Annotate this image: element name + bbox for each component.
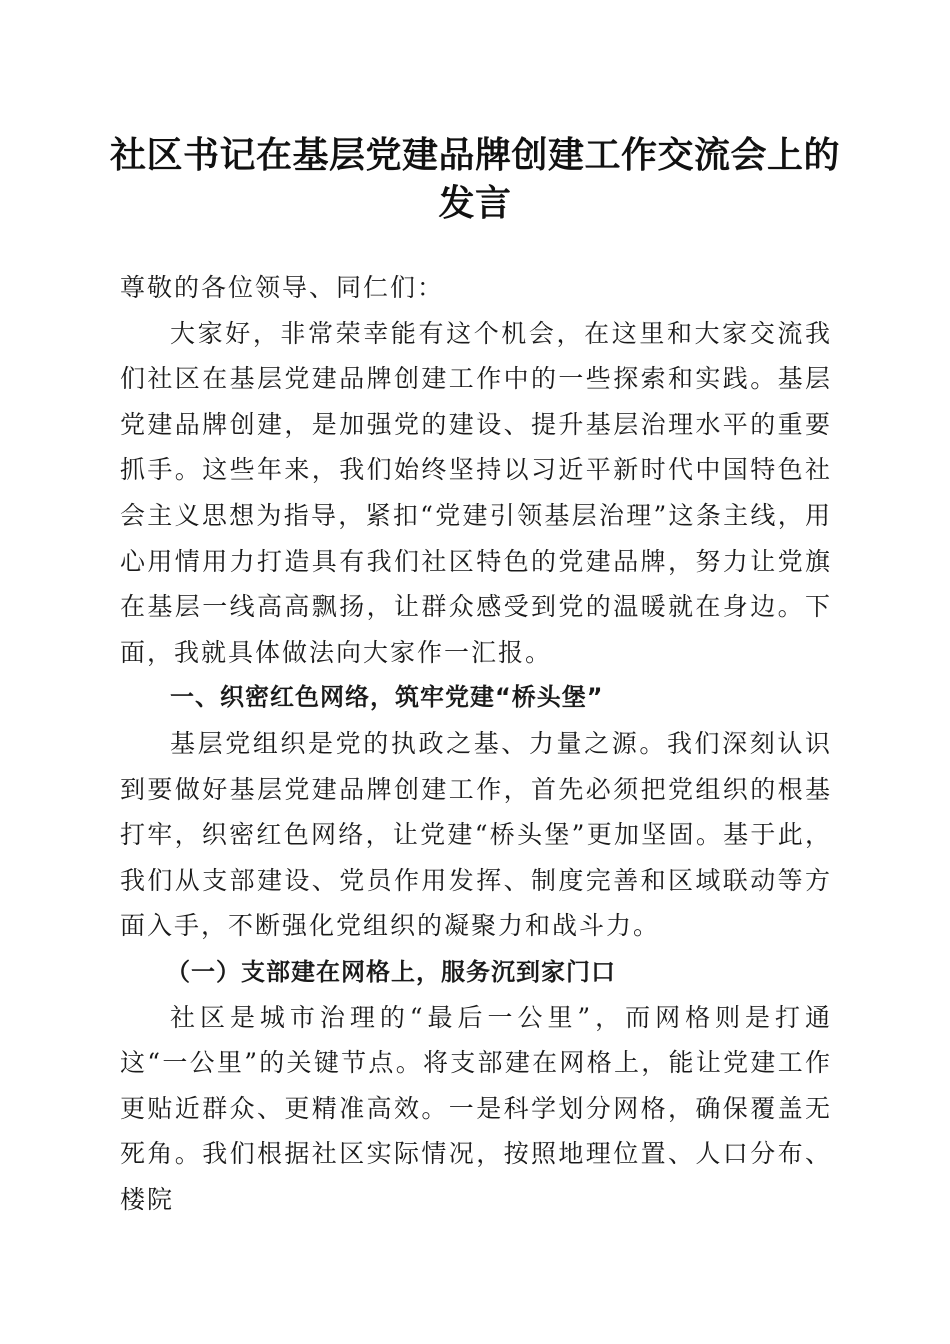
- intro-paragraph: 大家好，非常荣幸能有这个机会，在这里和大家交流我们社区在基层党建品牌创建工作中的一些探索和实践。基层党建品牌创建，是加强党的建设、提升基层治理水平的重要抓手。这些年来，我们始终坚持以习近平新时代中国特色社会主义思想为指导，紧扣“党建引领基层治理”这条主线，用心用情用力打造具有我们社区特色的党建品牌，努力让党旗在基层一线高高飘扬，让群众感受到党的温暖就在身边。下面，我就具体做法向大家作一汇报。: [120, 318, 832, 667]
- subsection-heading-1: （一）支部建在网格上，服务沉到家门口: [166, 956, 616, 986]
- document-body: [120, 265, 832, 1222]
- section-heading-1: 一、织密红色网络，筑牢党建“桥头堡”: [170, 683, 604, 712]
- salutation: 尊敬的各位领导、同仁们：: [120, 273, 445, 302]
- section-1-paragraph: 基层党组织是党的执政之基、力量之源。我们深刻认识到要做好基层党建品牌创建工作，首先必须把党组织的根基打牢，织密红色网络，让党建“桥头堡”更加坚固。基于此，我们从支部建设、党员作用发挥、制度完善和区域联动等方面入手，不断强化党组织的凝聚力和战斗力。: [120, 728, 832, 941]
- subsection-1-paragraph: 社区是城市治理的“最后一公里”，而网格则是打通这“一公里”的关键节点。将支部建在网格上，能让党建工作更贴近群众、更精准高效。一是科学划分网格，确保覆盖无死角。我们根据社区实际情况，按照地理位置、人口分布、楼院: [120, 1002, 832, 1214]
- document-title: 社区书记在基层党建品牌创建工作交流会上的发言: [109, 135, 840, 224]
